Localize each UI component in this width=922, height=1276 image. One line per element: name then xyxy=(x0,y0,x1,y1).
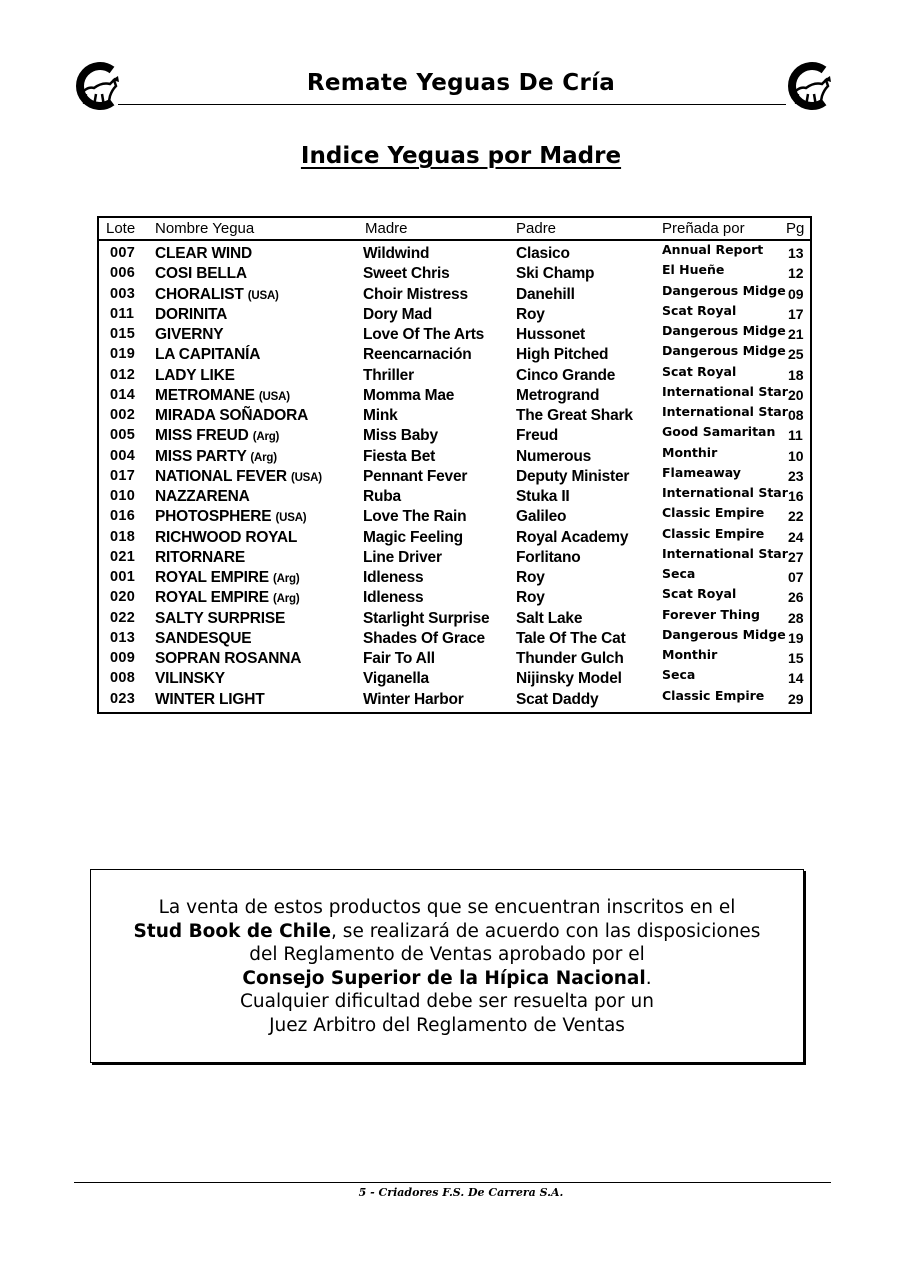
cell-madre: Mink xyxy=(363,407,398,424)
cell-pg: 13 xyxy=(788,245,804,261)
mare-name: MISS FREUD xyxy=(155,427,249,445)
cell-nombre xyxy=(155,286,279,304)
notice-text-segment: , se realizará de acuerdo con las disposiciones xyxy=(331,920,761,942)
cell-lote: 009 xyxy=(110,650,136,666)
origin-tag: (USA) xyxy=(290,471,322,484)
cell-padre: Roy xyxy=(516,305,545,323)
cell-madre: Choir Mistress xyxy=(363,285,468,303)
cell-madre: Reencarnación xyxy=(363,346,472,364)
origin-tag: (USA) xyxy=(258,390,290,403)
cell-prenada: Classic Empire xyxy=(662,505,765,521)
mare-name: MISS PARTY xyxy=(155,447,247,465)
cell-lote: 013 xyxy=(110,629,136,646)
cell-pg: 23 xyxy=(788,467,804,484)
cell-prenada: Monthir xyxy=(662,647,718,662)
cell-pg: 29 xyxy=(788,690,804,707)
notice-line xyxy=(91,967,803,991)
cell-lote: 007 xyxy=(110,245,136,261)
cell-prenada: Scat Royal xyxy=(662,586,737,602)
mare-name: GIVERNY xyxy=(155,326,224,343)
cell-lote: 022 xyxy=(110,609,136,626)
cell-prenada: Dangerous Midge xyxy=(662,626,786,642)
cell-madre: Ruba xyxy=(363,488,401,505)
mare-name: SALTY SURPRISE xyxy=(155,609,286,627)
column-header-prenada: Preñada por xyxy=(662,220,745,237)
mare-name: PHOTOSPHERE xyxy=(155,508,272,526)
page-footer: 5 - Criadores F.S. De Carrera S.A. xyxy=(358,1186,564,1199)
cell-nombre xyxy=(155,508,306,526)
mare-name: CLEAR WIND xyxy=(155,245,253,262)
cell-lote: 001 xyxy=(110,569,136,585)
cell-madre: Sweet Chris xyxy=(363,265,450,283)
cell-prenada: Monthir xyxy=(662,444,718,460)
cell-pg: 17 xyxy=(788,305,804,322)
cell-lote: 005 xyxy=(110,427,136,444)
cell-padre: Scat Daddy xyxy=(516,690,599,708)
header-divider xyxy=(118,104,786,105)
cell-lote: 003 xyxy=(110,285,136,302)
cell-padre: The Great Shark xyxy=(516,407,633,424)
cell-nombre xyxy=(155,346,260,364)
cell-padre: Roy xyxy=(516,569,545,586)
cell-lote: 016 xyxy=(110,508,136,525)
cell-prenada: International Star xyxy=(662,485,788,500)
notice-bold-text: Consejo Superior de la Hípica Nacional xyxy=(242,967,646,989)
cell-pg: 11 xyxy=(788,427,803,444)
cell-padre: Salt Lake xyxy=(516,609,583,627)
cell-pg: 08 xyxy=(788,407,804,423)
cell-pg: 10 xyxy=(788,447,804,464)
cell-prenada: Annual Report xyxy=(662,242,764,257)
cell-pg: 07 xyxy=(788,569,804,585)
cell-madre: Fair To All xyxy=(363,650,435,667)
cell-nombre xyxy=(155,448,277,466)
cell-madre: Idleness xyxy=(363,569,424,586)
mare-name: COSI BELLA xyxy=(155,265,247,283)
cell-padre: High Pitched xyxy=(516,346,609,364)
cell-madre: Shades Of Grace xyxy=(363,629,485,647)
cell-pg: 21 xyxy=(788,326,804,342)
column-header-lote: Lote xyxy=(106,220,136,237)
cell-pg: 12 xyxy=(788,265,804,282)
cell-prenada: International Star xyxy=(662,545,788,561)
cell-prenada: Scat Royal xyxy=(662,302,737,318)
cell-nombre xyxy=(155,630,251,648)
mare-name: RICHWOOD ROYAL xyxy=(155,528,298,546)
cell-padre: Roy xyxy=(516,589,545,607)
mare-name: LA CAPITANÍA xyxy=(155,346,261,364)
cell-prenada: Seca xyxy=(662,566,696,581)
cell-prenada: El Hueñe xyxy=(662,262,725,278)
cell-pg: 28 xyxy=(788,609,804,626)
cell-pg: 22 xyxy=(788,508,804,525)
mare-name: LADY LIKE xyxy=(155,366,235,384)
cell-lote: 006 xyxy=(110,265,136,282)
origin-tag: (USA) xyxy=(275,512,307,525)
notice-line: Cualquier dificultad debe ser resuelta por un xyxy=(240,991,654,1012)
cell-nombre xyxy=(155,549,245,567)
cell-padre: Stuka II xyxy=(516,488,570,505)
cell-madre: Line Driver xyxy=(363,548,442,566)
mares-index-table xyxy=(97,216,812,714)
cell-padre: Cinco Grande xyxy=(516,366,616,384)
table-row xyxy=(99,545,810,569)
origin-tag: (USA) xyxy=(247,289,279,302)
cell-padre: Freud xyxy=(516,427,559,445)
mare-name: CHORALIST xyxy=(155,285,244,303)
cell-pg: 26 xyxy=(788,589,804,606)
cell-prenada: Seca xyxy=(662,667,696,683)
notice-line: del Reglamento de Ventas aprobado por el xyxy=(249,944,645,965)
column-header-pg: Pg xyxy=(786,220,805,237)
cell-lote: 018 xyxy=(110,528,136,545)
cell-nombre xyxy=(155,589,299,607)
cell-lote: 023 xyxy=(110,690,136,707)
cell-nombre xyxy=(155,245,252,263)
cell-madre: Winter Harbor xyxy=(363,690,464,708)
cell-lote: 002 xyxy=(110,407,136,423)
cell-padre: Royal Academy xyxy=(516,528,629,546)
mare-name: NAZZARENA xyxy=(155,488,250,505)
mare-name: MIRADA SOÑADORA xyxy=(155,407,309,424)
cell-nombre xyxy=(155,650,301,668)
cell-nombre xyxy=(155,610,285,628)
cell-prenada: Dangerous Midge xyxy=(662,343,786,359)
cell-nombre xyxy=(155,529,297,547)
cell-padre: Hussonet xyxy=(516,326,586,343)
mare-name: SOPRAN ROSANNA xyxy=(155,650,302,667)
cell-nombre xyxy=(155,488,250,506)
cell-pg: 15 xyxy=(788,650,804,666)
cell-padre: Tale Of The Cat xyxy=(516,629,626,647)
footer-divider xyxy=(74,1182,831,1183)
cell-pg: 20 xyxy=(788,386,804,403)
cell-lote: 017 xyxy=(110,467,136,484)
mare-name: METROMANE xyxy=(155,386,255,404)
notice-text-segment: . xyxy=(645,967,652,989)
cell-prenada: Dangerous Midge xyxy=(662,282,786,298)
cell-lote: 010 xyxy=(110,488,136,504)
table-row xyxy=(99,647,810,670)
mare-name: RITORNARE xyxy=(155,548,246,566)
cell-prenada: International Star xyxy=(662,383,788,399)
cell-madre: Dory Mad xyxy=(363,305,433,323)
cell-nombre xyxy=(155,306,227,324)
origin-tag: (Arg) xyxy=(252,431,280,444)
cell-lote: 008 xyxy=(110,670,136,687)
cell-padre: Nijinsky Model xyxy=(516,670,622,688)
cell-madre: Starlight Surprise xyxy=(363,609,490,627)
cell-pg: 16 xyxy=(788,488,804,504)
cell-pg: 27 xyxy=(788,548,804,565)
section-title: Indice Yeguas por Madre xyxy=(300,143,622,169)
cell-lote: 011 xyxy=(110,305,135,322)
cell-madre: Thriller xyxy=(363,366,414,384)
cell-padre: Danehill xyxy=(516,285,575,303)
cell-madre: Idleness xyxy=(363,589,424,607)
mare-name: DORINITA xyxy=(155,305,228,323)
cell-prenada: Dangerous Midge xyxy=(662,323,786,338)
cell-padre: Ski Champ xyxy=(516,265,595,283)
cell-padre: Forlitano xyxy=(516,548,581,566)
mare-name: SANDESQUE xyxy=(155,629,252,647)
cell-padre: Galileo xyxy=(516,508,567,526)
cell-padre: Thunder Gulch xyxy=(516,650,624,667)
mare-name: NATIONAL FEVER xyxy=(155,467,287,485)
cell-lote: 014 xyxy=(110,386,136,403)
origin-tag: (Arg) xyxy=(273,573,300,585)
cell-nombre xyxy=(155,326,223,344)
page-title: Remate Yeguas De Cría xyxy=(306,70,616,96)
cell-pg: 25 xyxy=(788,346,804,363)
cell-pg: 09 xyxy=(788,285,804,302)
column-header-nombre: Nombre Yegua xyxy=(155,220,255,237)
cell-madre: Fiesta Bet xyxy=(363,447,436,465)
cell-nombre xyxy=(155,265,247,283)
cell-padre: Metrogrand xyxy=(516,386,600,404)
cell-lote: 015 xyxy=(110,326,136,342)
mare-name: VILINSKY xyxy=(155,670,225,688)
cell-nombre xyxy=(155,569,299,587)
origin-tag: (Arg) xyxy=(250,451,277,464)
mare-name: WINTER LIGHT xyxy=(155,690,265,708)
cell-nombre xyxy=(155,670,225,688)
cell-madre: Momma Mae xyxy=(363,386,455,404)
cell-pg: 19 xyxy=(788,629,804,646)
table-row xyxy=(99,687,810,711)
mare-name: ROYAL EMPIRE xyxy=(155,569,269,586)
notice-text xyxy=(91,896,803,1037)
cell-nombre xyxy=(155,468,322,486)
cell-prenada: Scat Royal xyxy=(662,363,737,379)
cell-madre: Miss Baby xyxy=(363,427,438,445)
cell-padre: Deputy Minister xyxy=(516,467,630,485)
notice-line xyxy=(91,920,803,944)
cell-prenada: Good Samaritan xyxy=(662,424,776,440)
mare-name: ROYAL EMPIRE xyxy=(155,589,269,607)
cell-prenada: Classic Empire xyxy=(662,687,765,703)
cell-prenada: Classic Empire xyxy=(662,525,765,541)
cell-madre: Love The Rain xyxy=(363,508,467,526)
cell-nombre xyxy=(155,387,290,405)
cell-padre: Numerous xyxy=(516,447,592,465)
cell-pg: 14 xyxy=(788,670,804,687)
cell-madre: Wildwind xyxy=(363,245,430,262)
cell-padre: Clasico xyxy=(516,245,570,262)
cell-nombre xyxy=(155,367,235,385)
cell-nombre xyxy=(155,407,308,425)
cell-madre: Love Of The Arts xyxy=(363,326,485,343)
cell-prenada: Flameaway xyxy=(662,464,741,480)
cell-prenada: International Star xyxy=(662,404,788,419)
column-header-padre: Padre xyxy=(516,220,557,237)
table-header xyxy=(99,218,810,241)
notice-line: La venta de estos productos que se encuentran inscritos en el xyxy=(158,897,736,918)
origin-tag: (Arg) xyxy=(273,593,300,606)
cell-lote: 020 xyxy=(110,589,136,606)
cell-nombre xyxy=(155,427,279,445)
cell-nombre xyxy=(155,691,265,709)
notice-line: Juez Arbitro del Reglamento de Ventas xyxy=(269,1014,625,1036)
cell-pg: 18 xyxy=(788,366,804,383)
column-header-madre: Madre xyxy=(365,220,408,237)
table-body xyxy=(99,242,810,711)
cell-madre: Magic Feeling xyxy=(363,528,463,546)
cell-prenada: Forever Thing xyxy=(662,606,760,622)
cell-lote: 019 xyxy=(110,346,136,363)
cell-lote: 012 xyxy=(110,366,136,383)
cell-madre: Pennant Fever xyxy=(363,467,468,485)
cell-madre: Viganella xyxy=(363,670,429,688)
sale-notice-box xyxy=(90,869,804,1063)
cell-lote: 004 xyxy=(110,447,136,464)
notice-bold-text: Stud Book de Chile xyxy=(133,920,332,942)
cell-lote: 021 xyxy=(110,548,136,565)
cell-pg: 24 xyxy=(788,528,804,545)
